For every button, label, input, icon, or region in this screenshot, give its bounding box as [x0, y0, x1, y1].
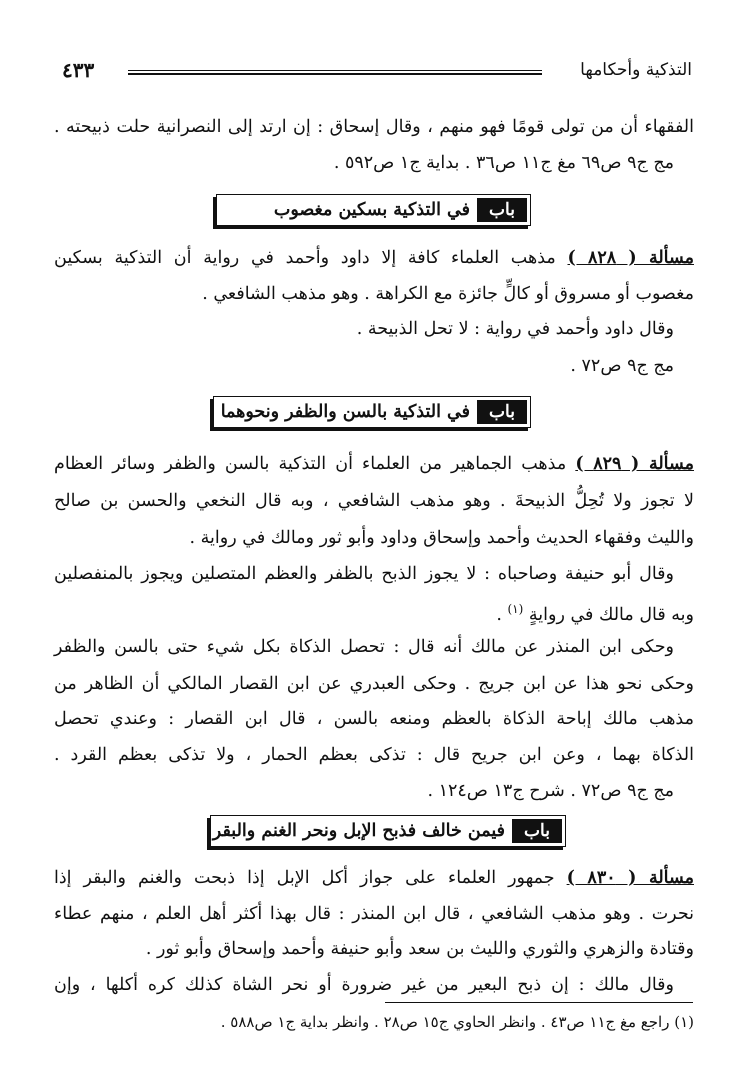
- header-rule: [128, 70, 542, 75]
- issue-828-label: مسألة ( ٨٢٨ ): [567, 248, 694, 268]
- issue-829-line-8: مذهب مالك إباحة الذكاة بالعظم ومنعه بالسن ، قال ابن القصار : وعندي تحصل: [54, 709, 694, 729]
- chapter-title: في التذكية بسكين مغصوب: [273, 200, 470, 220]
- issue-828-line-2: مغصوب أو مسروق أو كالٍّ جائزة مع الكراهة . وهو مذهب الشافعي .: [202, 284, 694, 304]
- issue-830-line-1: مسألة ( ٨٣٠ ) جمهور العلماء على جواز أكل الإبل إذا ذبحت والغنم والبقر إذا: [54, 868, 694, 888]
- issue-829-reference: مج ج٩ ص٧٢ . شرح ج١٣ ص١٢٤ .: [427, 781, 674, 801]
- chapter-tag: باب: [477, 198, 527, 222]
- issue-829-line-6: وحكى ابن المنذر عن مالك أنه قال : تحصل الذكاة بكل شيء حتى بالسن والظفر: [54, 637, 674, 657]
- issue-829-line-5: وبه قال مالك في روايةٍ $^{(١)}$ .: [496, 602, 694, 625]
- issue-829-line-3: والليث وفقهاء الحديث وأحمد وإسحاق وداود وأبو ثور ومالك في رواية .: [189, 528, 694, 548]
- page-number: ٤٣٣: [62, 58, 95, 82]
- issue-828-line-3: وقال داود وأحمد في رواية : لا تحل الذبيحة .: [356, 319, 674, 339]
- issue-829-line-7: وحكى نحو هذا عن ابن جريج . وحكى العبدري عن ابن القصار المالكي أن الظاهر من: [54, 674, 694, 694]
- chapter-heading-2: [213, 396, 531, 428]
- issue-829-line-4: وقال أبو حنيفة وصاحباه : لا يجوز الذبح بالظفر والعظم المتصلين ويجوز بالمنفصلين: [54, 564, 674, 584]
- issue-829-line-2: لا تجوز ولا تُحِلُّ الذبيحةَ . وهو مذهب الشافعي ، وبه قال النخعي والحسن بن صالح: [54, 491, 694, 511]
- issue-830-line-4: وقال مالك : إن ذبح البعير من غير ضرورة أو نحر الشاة كذلك كره أكلها ، وإن: [54, 975, 674, 995]
- header-title: التذكية وأحكامها: [580, 60, 692, 80]
- chapter-heading-3: [210, 815, 566, 847]
- issue-828-line-1: مسألة ( ٨٢٨ ) مذهب العلماء كافة إلا داود وأحمد في رواية أن التذكية بسكين: [54, 248, 694, 268]
- running-header: [62, 58, 692, 88]
- issue-828-reference: مج ج٩ ص٧٢ .: [570, 356, 674, 376]
- chapter-heading-1: [216, 194, 531, 226]
- issue-829-line-1: مسألة ( ٨٢٩ ) مذهب الجماهير من العلماء أن التذكية بالسن والظفر وسائر العظام: [54, 454, 694, 474]
- footnote-rule: [385, 1002, 693, 1003]
- chapter-tag: باب: [477, 400, 527, 424]
- chapter-tag: باب: [512, 819, 562, 843]
- footnote: (١) راجع مغ ج١١ ص٤٣ . وانظر الحاوي ج١٥ ص٢٨ . وانظر بداية ج١ ص٥٨٨ .: [220, 1013, 694, 1031]
- chapter-title: فيمن خالف فذبح الإبل ونحر الغنم والبقر: [212, 821, 505, 841]
- issue-830-line-3: وقتادة والزهري والثوري والليث بن سعد وأبو حنيفة وأحمد وإسحاق وأبو ثور .: [145, 939, 694, 959]
- intro-reference: مج ج٩ ص٦٩ مغ ج١١ ص٣٦ . بداية ج١ ص٥٩٢ .: [333, 153, 674, 173]
- issue-829-label: مسألة ( ٨٢٩ ): [575, 454, 694, 474]
- intro-line-1: الفقهاء أن من تولى قومًا فهو منهم ، وقال إسحاق : إن ارتد إلى النصرانية حلت ذبيحته .: [54, 117, 694, 137]
- issue-830-label: مسألة ( ٨٣٠ ): [566, 868, 694, 888]
- issue-830-line-2: نحرت . وهو مذهب الشافعي ، قال ابن المنذر : قال بهذا أكثر أهل العلم ، منهم عطاء: [54, 904, 694, 924]
- issue-829-line-9: الذكاة بهما ، وعن ابن جريح قال : تذكى بعظم الحمار ، ولا تذكى بعظم القرد .: [54, 745, 694, 765]
- chapter-title: في التذكية بالسن والظفر ونحوهما: [220, 402, 470, 422]
- footnote-marker: (١): [507, 602, 524, 616]
